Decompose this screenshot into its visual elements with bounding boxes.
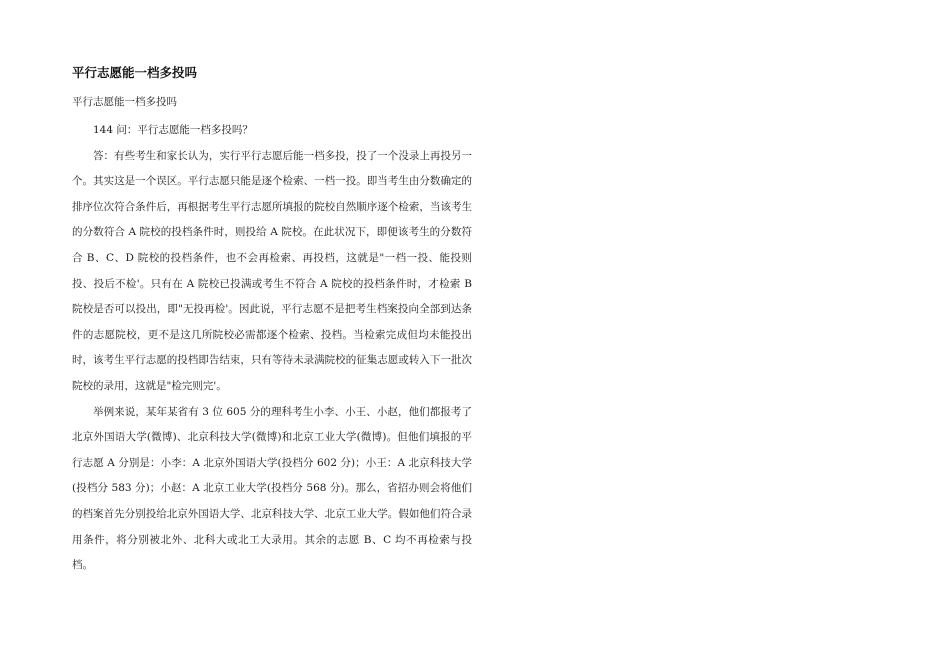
example-paragraph: 举例来说，某年某省有 3 位 605 分的理科考生小李、小王、小赵，他们都报考了北京外国语大学(微博)、北京科技大学(微博)和北京工业大学(微博)。但他们填报的平行志愿 A 分别是：小李：A 北京外国语大学(投档分 602 分)；小王：A 北京科技大学(投档分 583 分)；小赵：A 北京工业大学(投档分 568 分)。那么，省招办则会将他们的档案首先分别投给北京外国语大学、北京科技大学、北京工业大学。假如他们符合录用条件，将分别被北外、北科大或北工大录用。其余的志愿 B、C 均不再检索与投档。	[72, 405, 472, 572]
answer-paragraph: 答：有些考生和家长认为，实行平行志愿后能一档多投，投了一个没录上再投另一个。其实这是一个误区。平行志愿只能是逐个检索、一档一投。即当考生由分数确定的排序位次符合条件后，再根据考生平行志愿所填报的院校自然顺序逐个检索，当该考生的分数符合 A 院校的投档条件时，则投给 A 院校。在此状况下，即便该考生的分数符合 B、C、D 院校的投档条件，也不会再检索、再投档，这就是"一档一投、能投则投、投后不检'。只有在 A 院校已投满或考生不符合 A 院校的投档条件时，才检索 B 院校是否可以投出，即"无投再检'。因此说，平行志愿不是把考生档案投向全部到达条件的志愿院校，更不是这几所院校必需都逐个检索、投档。当检索完成但均未能投出时，该考生平行志愿的投档即告结束，只有等待未录满院校的征集志愿或转入下一批次院校的录用，这就是"检完则完'。	[72, 149, 472, 392]
document-title: 平行志愿能一档多投吗	[72, 65, 198, 80]
question-paragraph: 144 问：平行志愿能一档多投吗？	[93, 124, 253, 136]
document-subtitle: 平行志愿能一档多投吗	[72, 96, 177, 108]
document-page	[72, 64, 472, 579]
